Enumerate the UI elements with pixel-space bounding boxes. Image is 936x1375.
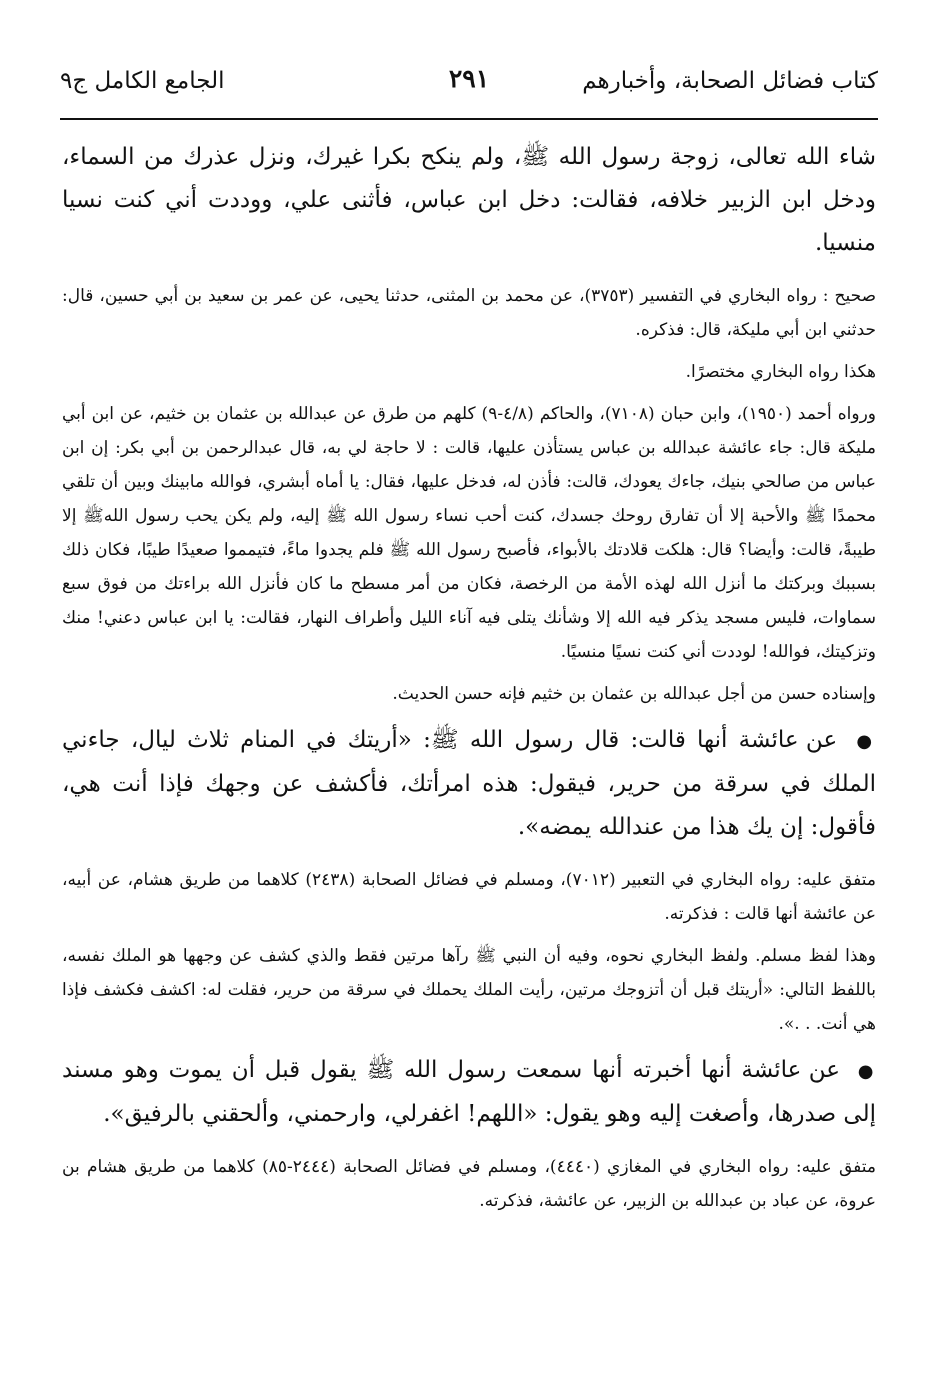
paragraph-text: صحيح : رواه البخاري في التفسير (٣٧٥٣)، عن محمد بن المثنى، حدثنا يحيى، عن عمر بن سعيد بن أبي حسين، قال: حدثني ابن أبي مليكة، قال: فذكره. bbox=[62, 286, 876, 340]
paragraph-text: عن عائشة أنها أخبرته أنها سمعت رسول الله ﷺ يقول قبل أن يموت وهو مسند إلى صدرها، وأصغت إليه وهو يقول: «اللهم! اغفرلي، وارحمني، وألحقني بالرفيق». bbox=[62, 1057, 876, 1127]
paragraph-text: متفق عليه: رواه البخاري في التعبير (٧٠١٢)، ومسلم في فضائل الصحابة (٢٤٣٨) كلاهما من طريق هشام، عن أبيه، عن عائشة أنها قالت : فذكرته. bbox=[62, 870, 876, 924]
paragraph-note bbox=[62, 1150, 876, 1218]
bullet-icon: ● bbox=[856, 731, 876, 752]
paragraph-note bbox=[62, 279, 876, 347]
paragraph-note bbox=[62, 863, 876, 931]
header-rule bbox=[60, 118, 878, 120]
paragraph-text: وإسناده حسن من أجل عبدالله بن عثمان بن خثيم فإنه حسن الحديث. bbox=[392, 684, 876, 704]
paragraph-text: متفق عليه: رواه البخاري في المغازي (٤٤٤٠)، ومسلم في فضائل الصحابة (٢٤٤٤-٨٥) كلاهما من طريق هشام بن عروة، عن عباد بن عبدالله بن الزبير، عن عائشة، فذكرته. bbox=[62, 1157, 876, 1211]
paragraph-main bbox=[62, 1049, 876, 1136]
series-title: الجامع الكامل ج٩ bbox=[60, 68, 225, 94]
paragraph-main bbox=[62, 136, 876, 265]
paragraph-note bbox=[62, 355, 876, 389]
paragraph-text: هكذا رواه البخاري مختصرًا. bbox=[685, 362, 876, 382]
paragraph-text: شاء الله تعالى، زوجة رسول الله ﷺ، ولم ينكح بكرا غيرك، ونزل عذرك من السماء، ودخل ابن الزبير خلافه، فقالت: دخل ابن عباس، فأثنى علي، ووددت أني كنت نسيا منسيا. bbox=[62, 144, 876, 256]
paragraph-main bbox=[62, 719, 876, 849]
paragraph-text: عن عائشة أنها قالت: قال رسول الله ﷺ: «أريتك في المنام ثلاث ليال، جاءني الملك في سرقة من حرير، فيقول: هذه امرأتك، فأكشف عن وجهك فإذا أنت هي، فأقول: إن يك هذا من عندالله يمضه». bbox=[62, 727, 876, 840]
bullet-icon: ● bbox=[857, 1061, 877, 1082]
book-title: كتاب فضائل الصحابة، وأخبارهم bbox=[582, 68, 878, 94]
running-header bbox=[60, 62, 878, 102]
paragraph-note bbox=[62, 677, 876, 711]
paragraph-text: ورواه أحمد (١٩٥٠)، وابن حبان (٧١٠٨)، والحاكم (٤/٨-٩) كلهم من طرق عن عبدالله بن عثمان بن خثيم، عن ابن أبي مليكة قال: جاء عائشة عبدالله بن عباس يستأذن عليها، قالت : لا حاجة لي به، قال عبدالرحمن بن أبي بكر: إن ابن عباس من صالحي بنيك، جاءك يعودك، قالت: فأذن له، فدخل عليها، فقال: يا أماه أبشري، فوالله مابينك وبين أن تلقي محمدًا ﷺ والأحبة إلا أن تفارق روحك جسدك، كنت أحب نساء رسول الله ﷺ إليه، ولم يكن يحب رسول اللهﷺ إلا طيبةً، قالت: وأيضا؟ قال: هلكت قلادتك بالأبواء، فأصبح رسول الله ﷺ فلم يجدوا ماءً، فتيمموا صعيدًا طيبًا، فكان ذلك بسببك وبركتك ما أنزل الله لهذه الأمة من الرخصة، فكان من أمر مسطح ما كان فأنزل الله براءتك من فوق سبع سماوات، فليس مسجد يذكر فيه الله إلا وشأنك يتلى فيه آناء الليل وأطراف النهار، فقالت: يا ابن عباس دعني! منك وتزكيتك، فوالله! لوددت أني كنت نسيًا منسيًا. bbox=[62, 404, 877, 662]
paragraph-note bbox=[62, 939, 876, 1041]
paragraph-note bbox=[62, 397, 876, 669]
paragraph-text: وهذا لفظ مسلم. ولفظ البخاري نحوه، وفيه أن النبي ﷺ رآها مرتين فقط والذي كشف عن وجهها هو الملك نفسه، باللفظ التالي: «أريتك قبل أن أتزوجك مرتين، رأيت الملك يحملك في سرقة من حرير، فقلت له: اكشف فكشف فإذا هي أنت. . .». bbox=[62, 946, 876, 1034]
page-body bbox=[62, 136, 876, 1226]
page-number: ٢٩١ bbox=[448, 64, 490, 93]
